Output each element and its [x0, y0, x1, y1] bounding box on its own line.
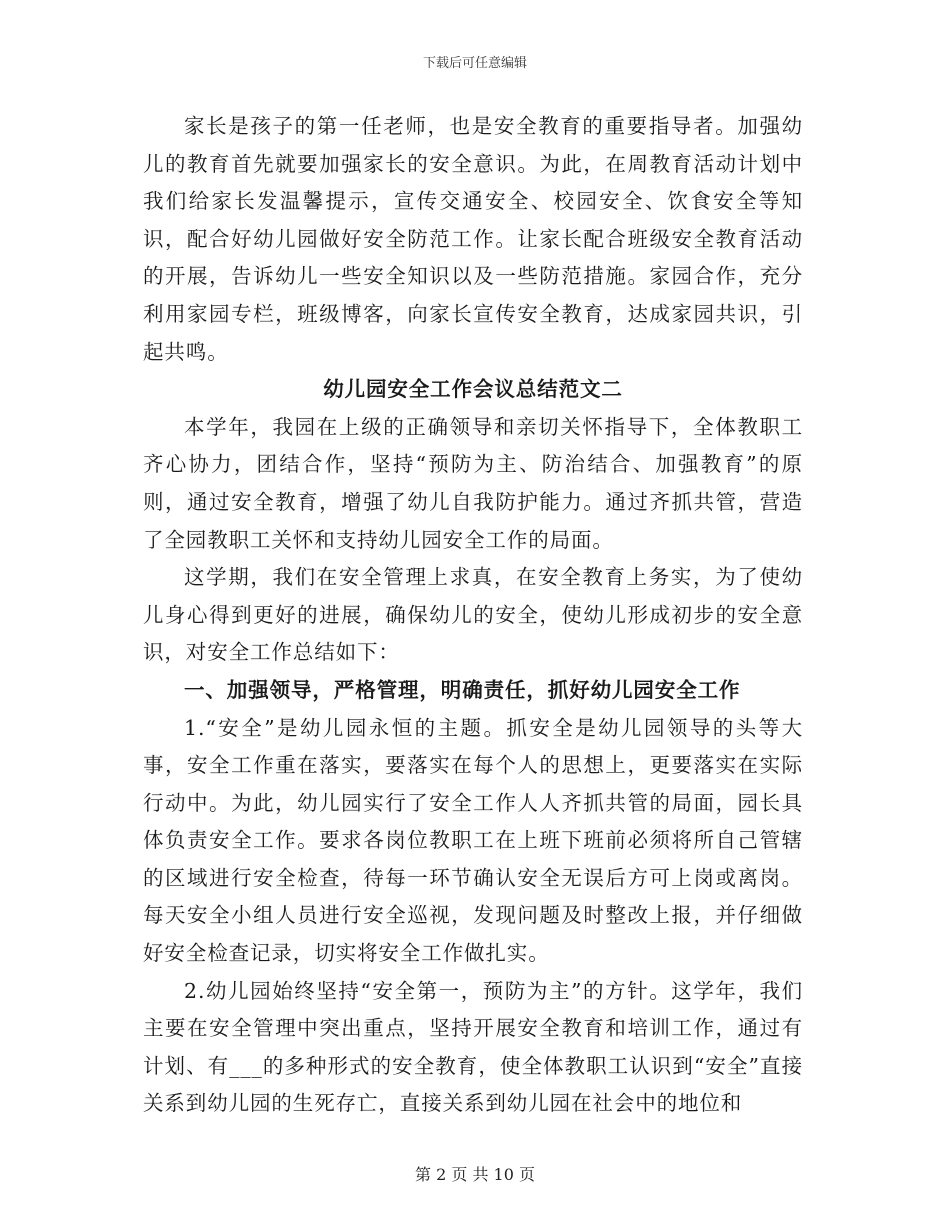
- paragraph-item-1: 1.“安全”是幼儿园永恒的主题。抓安全是幼儿园领导的头等大事，安全工作重在落实，要落实在每个人的思想上，更要落实在实际行动中。为此，幼儿园实行了安全工作人人齐抓共管的局面，园长具体负责安全工作。要求各岗位教职工在上班下班前必须将所自己管辖的区域进行安全检查，待每一环节确认安全无误后方可上岗或离岗。每天安全小组人员进行安全巡视，发现问题及时整改上报，并仔细做好安全检查记录，切实将安全工作做扎实。: [143, 715, 803, 966]
- section-heading-1: 一、加强领导，严格管理，明确责任，抓好幼儿园安全工作: [184, 677, 741, 702]
- page-footer: 第 2 页 共 10 页: [415, 1165, 535, 1184]
- document-body: [143, 108, 803, 1123]
- section-title: 幼儿园安全工作会议总结范文二: [323, 377, 623, 402]
- paragraph-summary-lead: 这学期，我们在安全管理上求真，在安全教育上务实，为了使幼儿身心得到更好的进展，确保幼儿的安全，使幼儿形成初步的安全意识，对安全工作总结如下：: [143, 565, 803, 665]
- paragraph-parent-education: 家长是孩子的第一任老师，也是安全教育的重要指导者。加强幼儿的教育首先就要加强家长的安全意识。为此，在周教育活动计划中我们给家长发温馨提示，宣传交通安全、校园安全、饮食安全等知识，配合好幼儿园做好安全防范工作。让家长配合班级安全教育活动的开展，告诉幼儿一些安全知识以及一些防范措施。家园合作，充分利用家园专栏，班级博客，向家长宣传安全教育，达成家园共识，引起共鸣。: [143, 114, 803, 364]
- page-header: 下载后可任意编辑: [422, 56, 527, 71]
- paragraph-item-2: 2.幼儿园始终坚持“安全第一，预防为主”的方针。这学年，我们主要在安全管理中突出重点，坚持开展安全教育和培训工作，通过有计划、有___的多种形式的安全教育，使全体教职工认识到“安全”直接关系到幼儿园的生死存亡，直接关系到幼儿园在社会中的地位和: [143, 978, 803, 1116]
- paragraph-intro: 本学年，我园在上级的正确领导和亲切关怀指导下，全体教职工齐心协力，团结合作，坚持“预防为主、防治结合、加强教育”的原则，通过安全教育，增强了幼儿自我防护能力。通过齐抓共管，营造了全园教职工关怀和支持幼儿园安全工作的局面。: [143, 414, 803, 552]
